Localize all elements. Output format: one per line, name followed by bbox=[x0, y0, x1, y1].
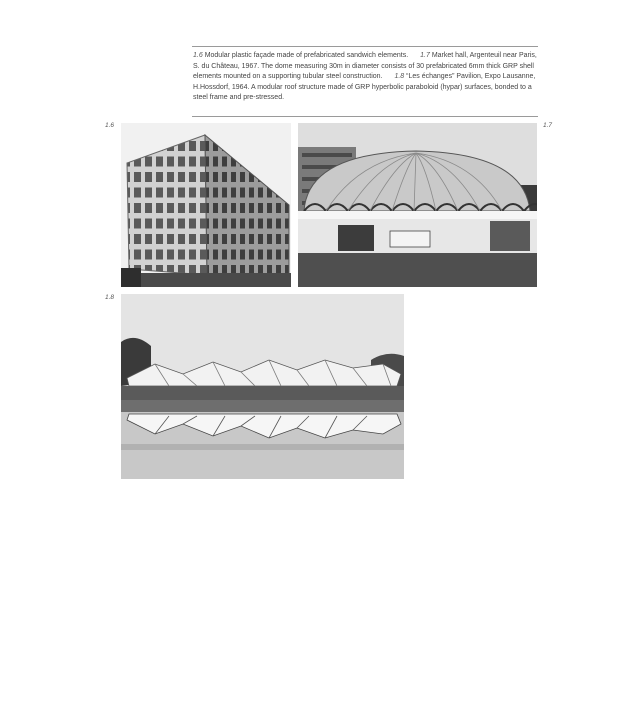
top-rule bbox=[192, 46, 538, 47]
photo-modular-facade bbox=[121, 123, 291, 287]
figure-captions bbox=[193, 51, 539, 104]
figure-label-1-7: 1.7 bbox=[543, 122, 553, 129]
caption-number: 1.6 bbox=[193, 52, 203, 59]
caption-rule bbox=[192, 116, 538, 117]
caption-text: Modular plastic façade made of prefabricated sandwich elements. bbox=[204, 52, 409, 59]
caption-text: Market hall, Argenteuil near Paris, S. du Château, 1967. The dome measuring 30m in diameter consists of 30 prefabricated 6mm thick GRP shell elements mounted on a supporting tubular steel construction. bbox=[193, 52, 537, 80]
figure-label-1-8: 1.8 bbox=[105, 294, 115, 301]
caption-number: 1.7 bbox=[420, 52, 430, 59]
photo-market-hall bbox=[298, 123, 537, 287]
caption-text: “Les échanges” Pavilion, Expo Lausanne, H.Hossdorf, 1964. A modular roof structure made of GRP hyperbolic paraboloid (hypar) surfaces, bonded to a steel frame and pre-stressed. bbox=[193, 73, 536, 101]
figure-label-1-6: 1.6 bbox=[105, 122, 115, 129]
photo-hypar-pavilion bbox=[121, 294, 404, 479]
caption-number: 1.8 bbox=[394, 73, 405, 80]
